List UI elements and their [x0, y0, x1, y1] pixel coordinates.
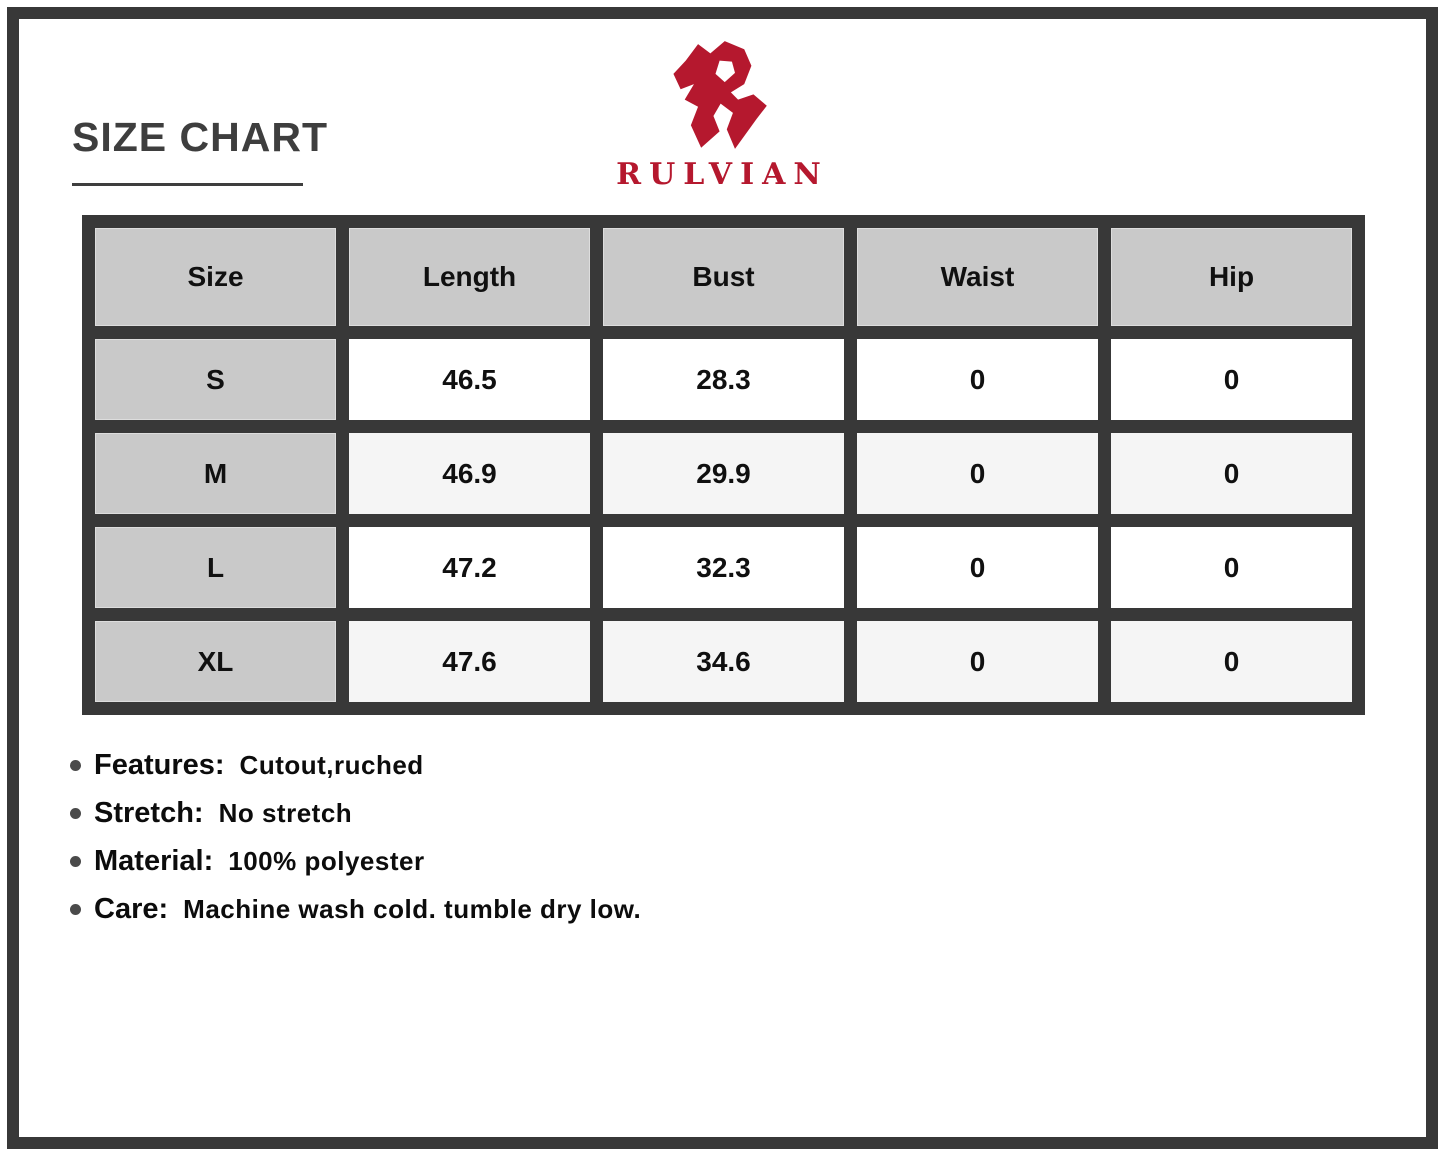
rulvian-logo-icon: [670, 38, 774, 156]
size-cell: L: [95, 527, 336, 608]
header-cell-waist: Waist: [857, 228, 1098, 326]
detail-value: Cutout,ruched: [239, 750, 424, 780]
measurement-cell: 32.3: [603, 527, 844, 608]
size-cell: XL: [95, 621, 336, 702]
measurement-cell: 46.5: [349, 339, 590, 420]
measurement-cell: 0: [1111, 433, 1352, 514]
detail-value: Machine wash cold. tumble dry low.: [183, 894, 642, 924]
detail-label: Material:: [94, 845, 214, 877]
size-chart-table: [82, 215, 1365, 715]
list-item: [70, 846, 641, 877]
measurement-cell: 46.9: [349, 433, 590, 514]
measurement-cell: 47.2: [349, 527, 590, 608]
detail-label: Stretch:: [94, 797, 204, 829]
measurement-cell: 28.3: [603, 339, 844, 420]
header-cell-length: Length: [349, 228, 590, 326]
measurement-cell: 0: [1111, 621, 1352, 702]
measurement-cell: 47.6: [349, 621, 590, 702]
bullet-icon: [70, 760, 81, 771]
page-title: SIZE CHART: [72, 114, 328, 160]
measurement-cell: 29.9: [603, 433, 844, 514]
measurement-cell: 0: [857, 339, 1098, 420]
measurement-cell: 0: [857, 621, 1098, 702]
detail-value: No stretch: [218, 798, 353, 828]
brand-wordmark: RULVIAN: [616, 157, 829, 192]
header-cell-hip: Hip: [1111, 228, 1352, 326]
measurement-cell: 0: [1111, 527, 1352, 608]
title-underline: [72, 183, 303, 186]
list-item: [70, 750, 641, 781]
bullet-icon: [70, 856, 81, 867]
measurement-cell: 0: [857, 433, 1098, 514]
measurement-cell: 34.6: [603, 621, 844, 702]
brand-logo: [616, 38, 829, 192]
list-item: [70, 798, 641, 829]
header-cell-bust: Bust: [603, 228, 844, 326]
bullet-icon: [70, 904, 81, 915]
measurement-cell: 0: [1111, 339, 1352, 420]
bullet-icon: [70, 808, 81, 819]
detail-value: 100% polyester: [228, 846, 425, 876]
detail-label: Features:: [94, 749, 225, 781]
size-cell: M: [95, 433, 336, 514]
product-details-list: [70, 750, 641, 942]
header-cell-size: Size: [95, 228, 336, 326]
measurement-cell: 0: [857, 527, 1098, 608]
detail-label: Care:: [94, 893, 169, 925]
list-item: [70, 894, 641, 925]
size-cell: S: [95, 339, 336, 420]
